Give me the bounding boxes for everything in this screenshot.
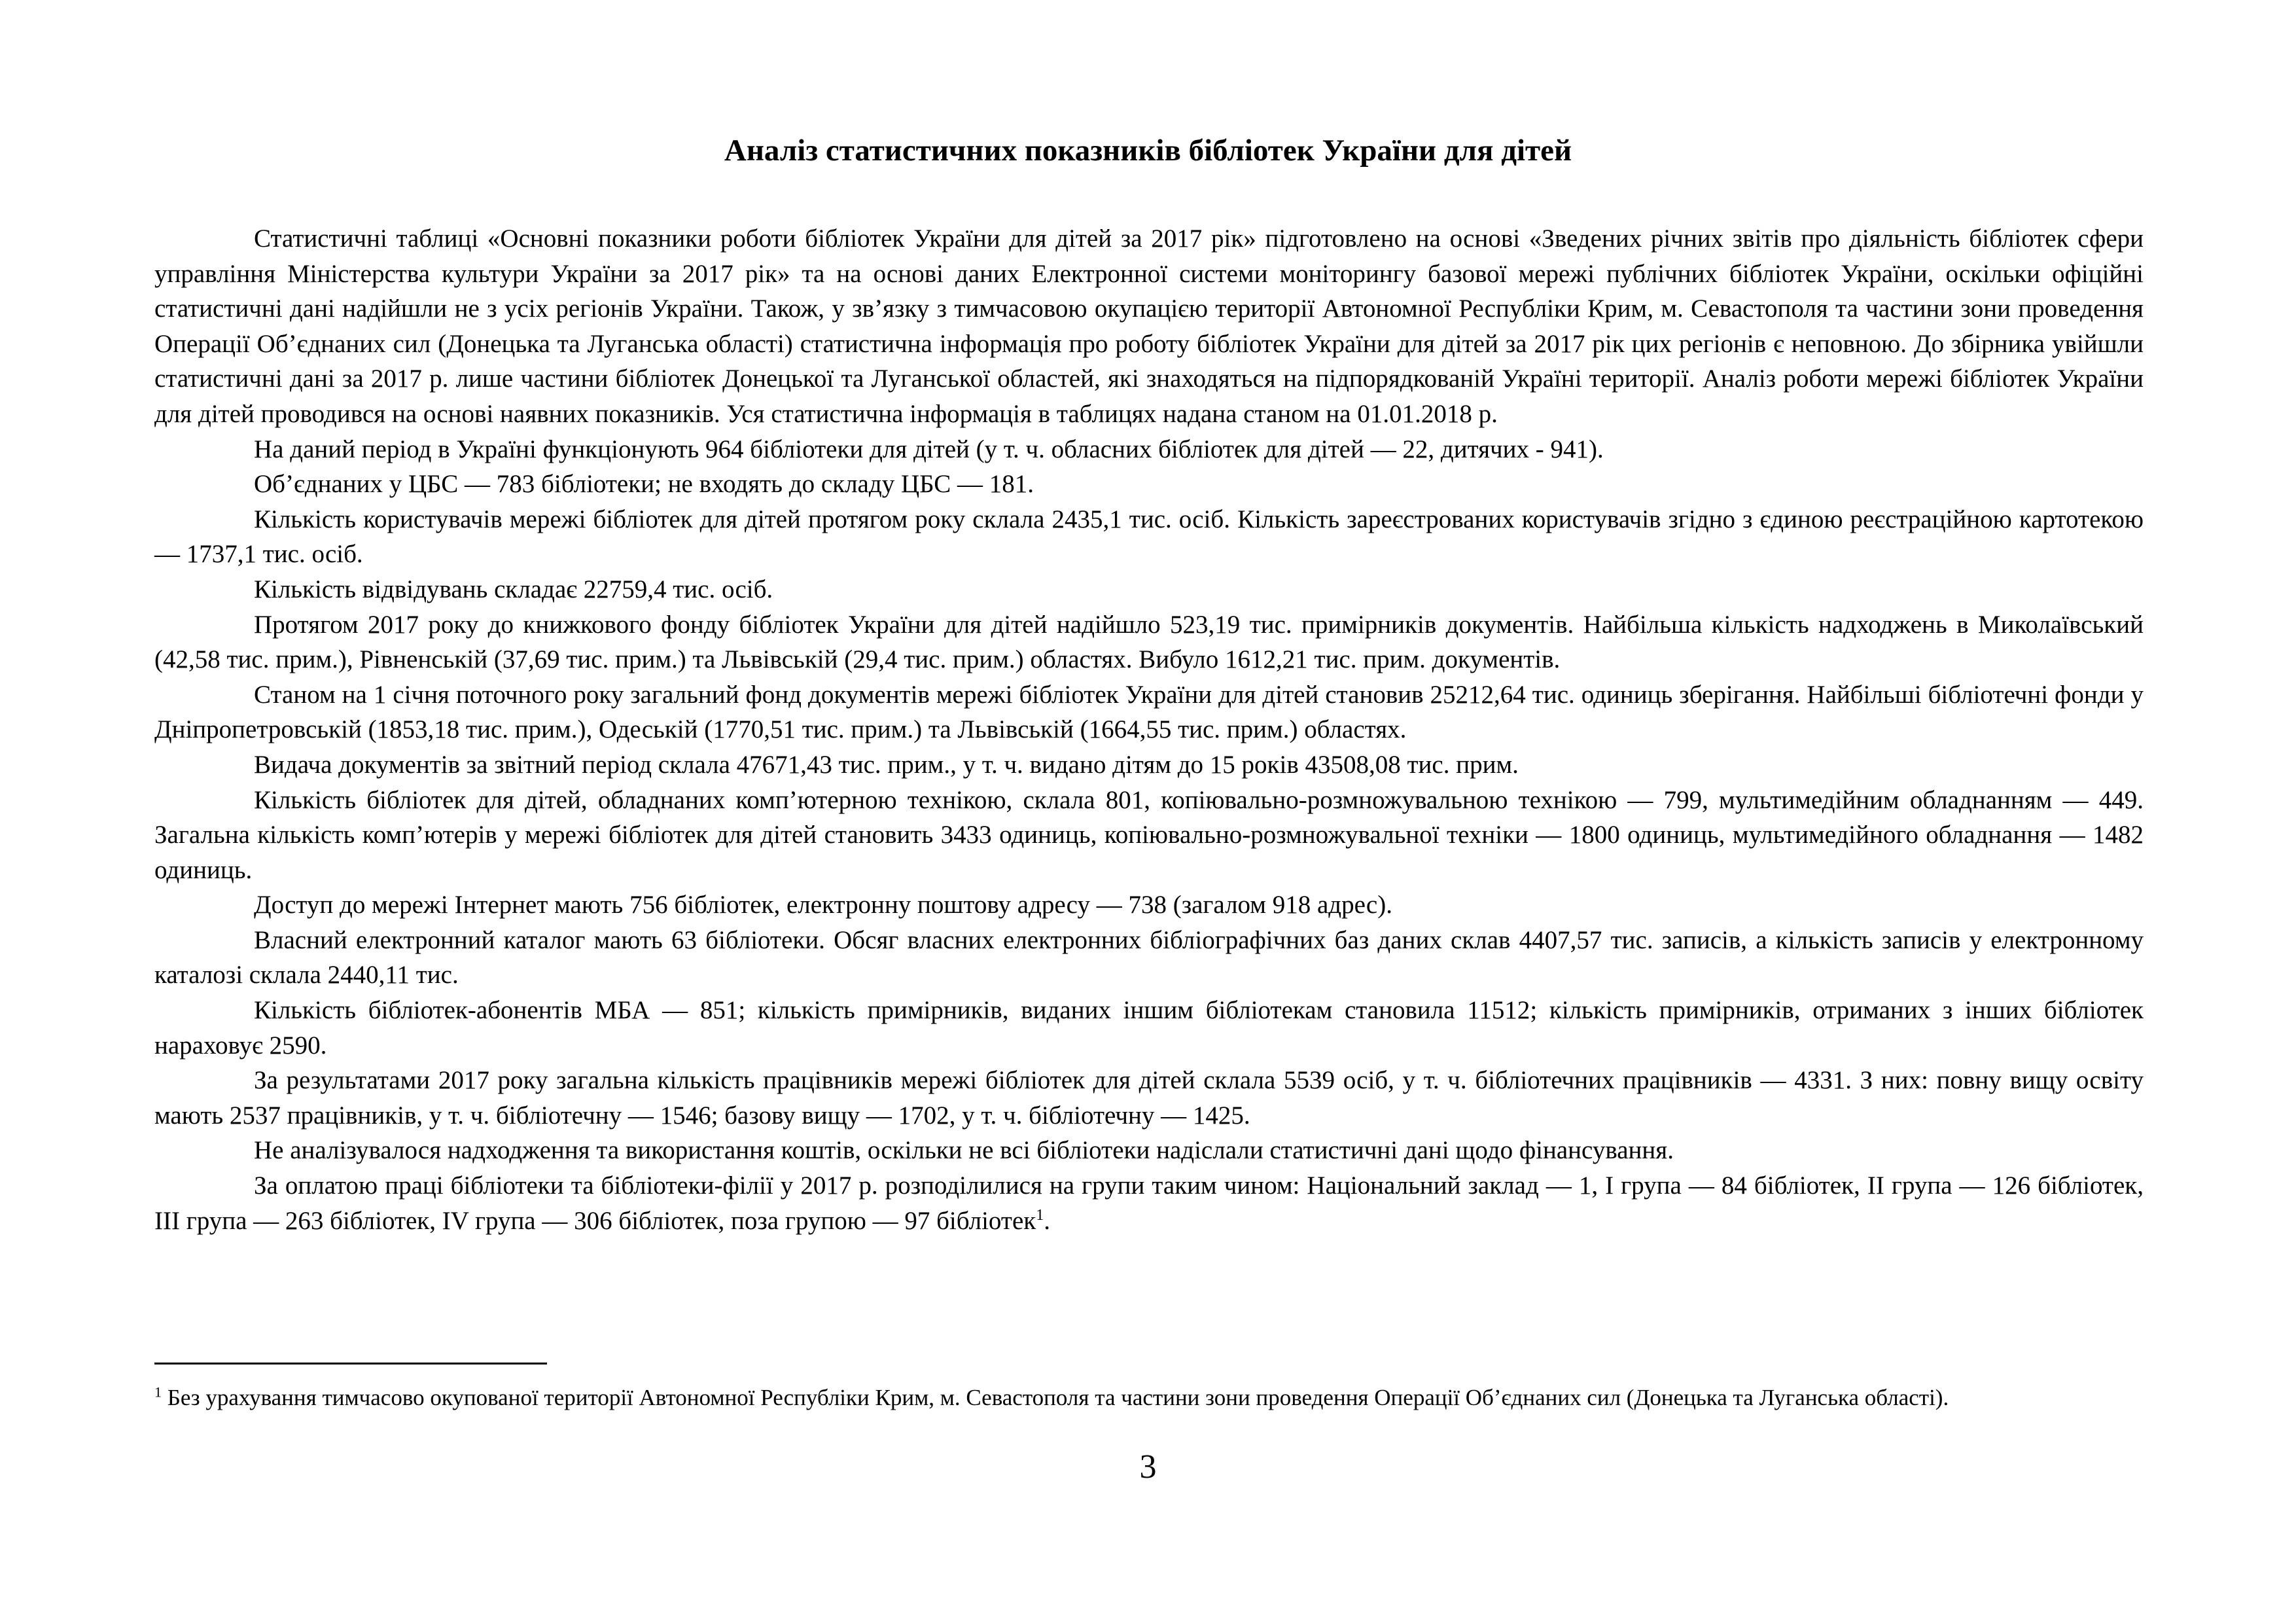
footnote-marker: 1 (154, 1383, 162, 1400)
paragraph-users: Кількість користувачів мережі бібліотек для дітей протягом року склала 2435,1 тис. осіб. Кількість зареєстрованих користувачів згідно з єдиною реєстраційною картотекою — 1737,1 тис. осіб. (154, 505, 2144, 569)
paragraph-pay-groups-text: За оплатою праці бібліотеки та бібліотеки-філії у 2017 р. розподілилися на групи таким чином: Національний заклад — 1, І група — 84 бібліотек, ІІ група — 126 бібліотек, ІІІ група — 263 бібліотек, IV група — 306 бібліотек, поза групою — 97 бібліотек (154, 1171, 2144, 1235)
footnote (154, 1381, 2144, 1414)
page-title: Аналіз статистичних показників бібліотек України для дітей (724, 134, 1572, 168)
footnote-reference[interactable]: 1 (1036, 1206, 1044, 1224)
paragraph-interlibrary-loan: Кількість бібліотек-абонентів МБА — 851; кількість примірників, виданих іншим бібліотекам становила 11512; кількість примірників, отриманих з інших бібліотек нараховує 2590. (154, 996, 2144, 1060)
page-number: 3 (1139, 1448, 1157, 1486)
paragraph-circulation: Видача документів за звітний період склала 47671,43 тис. прим., у т. ч. видано дітям до 15 років 43508,08 тис. прим. (254, 750, 1519, 779)
paragraph-cbs: Об’єднаних у ЦБС — 783 бібліотеки; не входять до складу ЦБС — 181. (254, 470, 1034, 499)
paragraph-visits: Кількість відвідувань складає 22759,4 тис. осіб. (254, 575, 773, 603)
paragraph-staff: За результатами 2017 року загальна кількість працівників мережі бібліотек для дітей склала 5539 осіб, у т. ч. бібліотечних працівників — 4331. З них: повну вищу освіту мають 2537 працівників, у т. ч. бібліотечну — 1546; базову вищу — 1702, у т. ч. бібліотечну — 1425. (154, 1066, 2144, 1130)
paragraph-acquisitions: Протягом 2017 року до книжкового фонду бібліотек України для дітей надійшло 523,19 тис. примірників документів. Найбільша кількість надходжень в Миколаївський (42,58 тис. прим.), Рівненській (37,69 тис. прим.) та Львівській (29,4 тис. прим.) областях. Вибуло 1612,21 тис. прим. документів. (154, 610, 2144, 674)
paragraph-intro: Статистичні таблиці «Основні показники роботи бібліотек України для дітей за 2017 рік» підготовлено на основі «Зведених річних звітів про діяльність бібліотек сфери управління Міністерства культури України за 2017 рік» та на основі даних Електронної системи моніторингу базової мережі публічних бібліотек України, оскільки офіційні статистичні дані надійшли не з усіх регіонів України. Також, у зв’язку з тимчасовою окупацією території Автономної Республіки Крим, м. Севастополя та частини зони проведення Операції Об’єднаних сил (Донецька та Луганська області) статистична інформація про роботу бібліотек України для дітей за 2017 рік цих регіонів є неповною. До збірника увійшли статистичні дані за 2017 р. лише частини бібліотек Донецької та Луганської областей, які знаходяться на підпорядкованій Україні території. Аналіз роботи мережі бібліотек України для дітей проводився на основі наявних показників. Уся статистична інформація в таблицях надана станом на 01.01.2018 р. (154, 224, 2144, 428)
footnote-separator (154, 1363, 547, 1364)
paragraph-internet: Доступ до мережі Інтернет мають 756 бібліотек, електронну поштову адресу — 738 (загалом 918 адрес). (254, 891, 1392, 919)
paragraph-catalog: Власний електронний каталог мають 63 бібліотеки. Обсяг власних електронних бібліографічних баз даних склав 4407,57 тис. записів, а кількість записів у електронному каталозі склала 2440,11 тис. (154, 925, 2144, 990)
footnote-text: Без урахування тимчасово окупованої території Автономної Республіки Крим, м. Севастополя та частини зони проведення Операції Об’єднаних сил (Донецька та Луганська області). (167, 1385, 1949, 1410)
paragraph-collection: Станом на 1 січня поточного року загальний фонд документів мережі бібліотек України для дітей становив 25212,64 тис. одиниць зберігання. Найбільші бібліотечні фонди у Дніпропетровській (1853,18 тис. прим.), Одеській (1770,51 тис. прим.) та Львівській (1664,55 тис. прим.) областях. (154, 680, 2144, 744)
paragraph-pay-groups: За оплатою праці бібліотеки та бібліотеки-філії у 2017 р. розподілилися на групи таким чином: Національний заклад — 1, І група — 84 бібліотек, ІІ група — 126 бібліотек, ІІІ група — 263 бібліотек, IV група — 306 бібліотек, поза групою — 97 бібліотек$^1$. (154, 1171, 2144, 1235)
paragraph-equipment: Кількість бібліотек для дітей, обладнаних комп’ютерною технікою, склала 801, копіювально-розмножувальною технікою — 799, мультимедійним обладнанням — 449. Загальна кількість комп’ютерів у мережі бібліотек для дітей становить 3433 одиниць, копіювально-розмножувальної техніки — 1800 одиниць, мультимедійного обладнання — 1482 одиниць. (154, 785, 2144, 884)
paragraph-library-count: На даний період в Україні функціонують 964 бібліотеки для дітей (у т. ч. обласних бібліотек для дітей — 22, дитячих - 941). (254, 435, 1604, 463)
paragraph-funding: Не аналізувалося надходження та використання коштів, оскільки не всі бібліотеки надіслали статистичні дані щодо фінансування. (254, 1136, 1674, 1165)
body-text (154, 221, 2144, 1238)
